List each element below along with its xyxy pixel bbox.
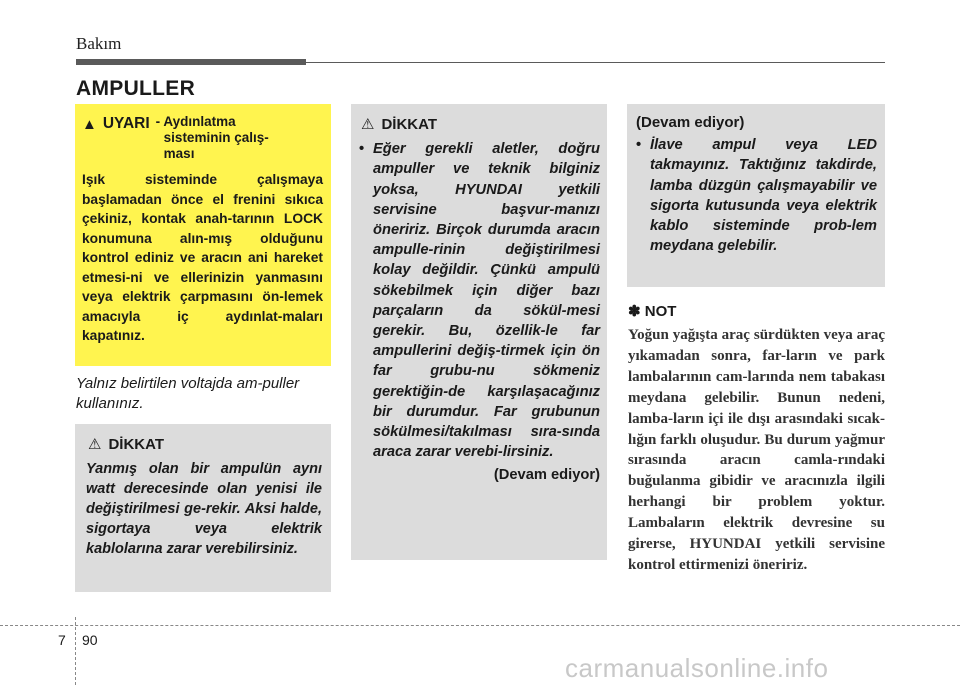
warning-header — [82, 114, 323, 162]
warning-subtitle-line-1: - Aydınlatma — [155, 114, 236, 129]
caution-triangle-icon: ⚠ — [88, 436, 102, 453]
caution-box-1 — [75, 424, 331, 592]
header-rule-thick — [76, 59, 306, 65]
continued-label: (Devam ediyor) — [493, 467, 600, 484]
caution-header-1 — [86, 435, 322, 455]
watermark: carmanualsonline.info — [565, 653, 829, 683]
caution-box-2 — [351, 104, 607, 560]
caution-box-3 — [627, 104, 885, 287]
note-header — [628, 302, 676, 320]
caution-body-1: Yanmış olan bir ampulün aynı watt derecesinde olan yenisi ile değiştirilmesi ge-rekir. Aksi halde, sigortaya veya elektrik kablolarına zarar verebilirsiniz. — [86, 461, 322, 557]
warning-triangle-icon: ▲ — [82, 116, 97, 133]
caution-body-2: Eğer gerekli aletler, doğru ampuller ve teknik bilginiz yoksa, HYUNDAI yetkili servisine başvur-manızı öneririz. Birçok durumda aracın ampulle-rinin değiştirilmesi kolay değildir. Çünkü ampulü sökebilmek için diğer bazı parçaların da sökül-mesi gerekir. Bu, özellik-le far ampullerini değiş-tirmek için ön far grubu-nu sökmeniz gerektiğin-de karşılaşacağınız bir durumdur. Far grubunun sökülmesi/takılması sıra-sında araca zarar verebi-lirsiniz. — [373, 141, 600, 461]
warning-subtitle — [156, 114, 269, 162]
continued-header: (Devam ediyor) — [636, 114, 745, 131]
caution-title-2: DİKKAT — [381, 116, 437, 133]
section-title: AMPULLER — [76, 77, 196, 100]
caution-body-3: İlave ampul veya LED takmayınız. Taktığınız takdirde, lamba düzgün çalışmayabilir ve sigorta kutusunda veya elektrik kablo sisteminde prob-lem meydana gelebilir. — [650, 137, 877, 255]
header-rule-thin — [306, 62, 885, 63]
caution-bullet-3 — [636, 135, 877, 256]
note-body: Yoğun yağışta araç sürdükten veya araç yıkamadan sonra, far-ların ve park lambalarının cam-larında nem tabakası meydana gelebilir. Bunun nedeni, lamba-ların içi ile dışı arasındaki sıcak-lığın farklı oluşudur. Bu durum yağmur sırasında aracın camla-rındaki buğulanma gibidir ve aracınızla ilgili herhangi bir problem yoktur. Lambaların elektrik devresine su girerse, HYUNDAI yetkili servisine kontrol ettirmenizi öneririz. — [628, 327, 885, 573]
note-title: NOT — [644, 303, 677, 320]
warning-body: Işık sisteminde çalışmaya başlamadan önce el frenini sıkıca çekiniz, kontak anah-tarının LOCK konumuna alın-mış olduğunu kontrol ediniz ve aracın ani hareket etmesi-ni ve ellerinizin yanmasını veya elektrik çarpmasını ön-lemek amacıyla iç aydınlat-maları kapatınız. — [82, 172, 323, 343]
plain-text: Yalnız belirtilen voltajda am-puller kullanınız. — [76, 375, 300, 412]
note-asterisk-icon: ✽ — [628, 303, 641, 320]
caution-bullet-2 — [359, 139, 600, 462]
footer-rule — [0, 625, 960, 626]
caution-triangle-icon: ⚠ — [361, 116, 375, 133]
caution-title-1: DİKKAT — [108, 436, 164, 453]
bullet-mark: • — [359, 141, 365, 158]
warning-subtitle-line-3: ması — [163, 146, 195, 161]
bullet-mark: • — [636, 137, 642, 154]
page-number: 90 — [82, 632, 98, 648]
warning-subtitle-line-2: sisteminin çalış- — [163, 130, 269, 145]
caution-header-2 — [359, 115, 600, 135]
header-label: Bakım — [76, 34, 122, 53]
footer-vertical-rule — [75, 617, 76, 685]
warning-title: UYARI — [102, 115, 150, 132]
chapter-number: 7 — [58, 632, 66, 648]
warning-box — [75, 104, 331, 366]
